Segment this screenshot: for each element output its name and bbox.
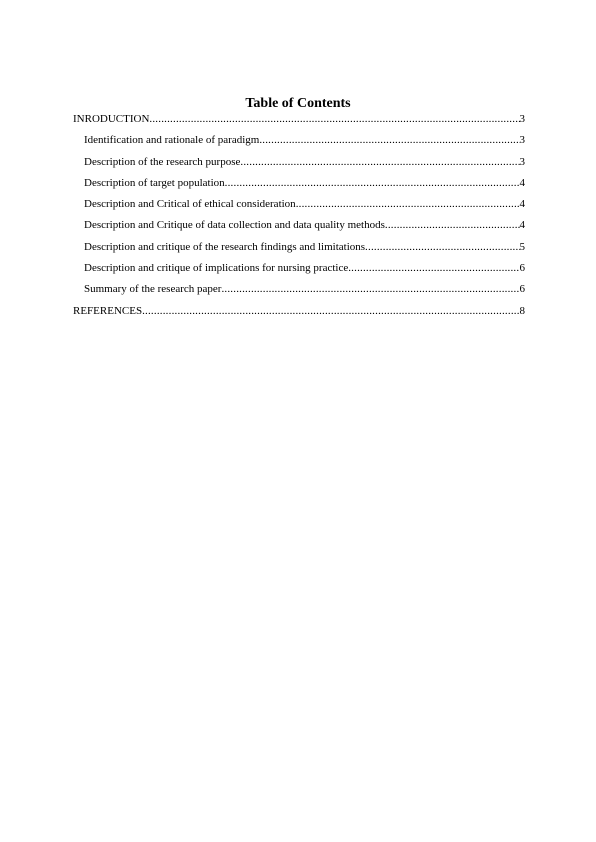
toc-dot-leader bbox=[365, 241, 519, 254]
toc-entry-introduction[interactable] bbox=[73, 113, 525, 134]
toc-dot-leader bbox=[240, 156, 519, 169]
toc-dot-leader bbox=[142, 305, 519, 318]
toc-entry-text: Description and Critical of ethical consideration bbox=[84, 198, 296, 211]
toc-entry-paradigm[interactable] bbox=[73, 134, 525, 155]
toc-entry-target-population[interactable] bbox=[73, 177, 525, 198]
toc-entry-text: Identification and rationale of paradigm bbox=[84, 134, 260, 147]
toc-dot-leader bbox=[385, 219, 520, 232]
toc-entry-findings-limitations[interactable] bbox=[73, 241, 525, 262]
toc-page-number: 3 bbox=[519, 155, 525, 168]
toc-page-number: 3 bbox=[519, 134, 525, 147]
toc-entry-text: INRODUCTION bbox=[73, 113, 150, 125]
toc-page-number: 4 bbox=[519, 176, 525, 189]
toc-dot-leader bbox=[221, 283, 519, 296]
toc-dot-leader bbox=[259, 134, 519, 147]
toc-entry-text: Description and critique of the research findings and limitations bbox=[84, 240, 366, 253]
toc-page-number: 8 bbox=[519, 304, 525, 317]
toc-page-number: 6 bbox=[519, 262, 525, 275]
toc-page-number: 4 bbox=[519, 198, 525, 211]
toc-dot-leader bbox=[149, 113, 519, 126]
toc-list bbox=[73, 113, 525, 326]
toc-entry-summary[interactable] bbox=[73, 283, 525, 304]
toc-entry-text: Description and critique of implications for nursing practice bbox=[84, 262, 349, 275]
toc-dot-leader bbox=[225, 177, 520, 190]
toc-entry-text: Description and Critique of data collection and data quality methods bbox=[84, 219, 385, 232]
toc-entry-nursing-implications[interactable] bbox=[73, 262, 525, 283]
toc-page-number: 4 bbox=[519, 219, 525, 232]
toc-entry-text: Description of target population bbox=[84, 176, 225, 189]
toc-entry-research-purpose[interactable] bbox=[73, 156, 525, 177]
toc-title: Table of Contents bbox=[245, 96, 351, 111]
toc-dot-leader bbox=[296, 198, 520, 211]
toc-entry-text: Description of the research purpose bbox=[84, 155, 241, 168]
toc-entry-ethical-consideration[interactable] bbox=[73, 198, 525, 219]
toc-entry-data-collection[interactable] bbox=[73, 219, 525, 240]
toc-page-number: 3 bbox=[519, 113, 525, 125]
toc-entry-references[interactable] bbox=[73, 305, 525, 326]
toc-page-number: 6 bbox=[519, 283, 525, 296]
toc-dot-leader bbox=[348, 262, 519, 275]
toc-page-number: 5 bbox=[519, 240, 525, 253]
toc-entry-text: Summary of the research paper bbox=[84, 283, 222, 296]
toc-entry-text: REFERENCES bbox=[73, 304, 143, 317]
